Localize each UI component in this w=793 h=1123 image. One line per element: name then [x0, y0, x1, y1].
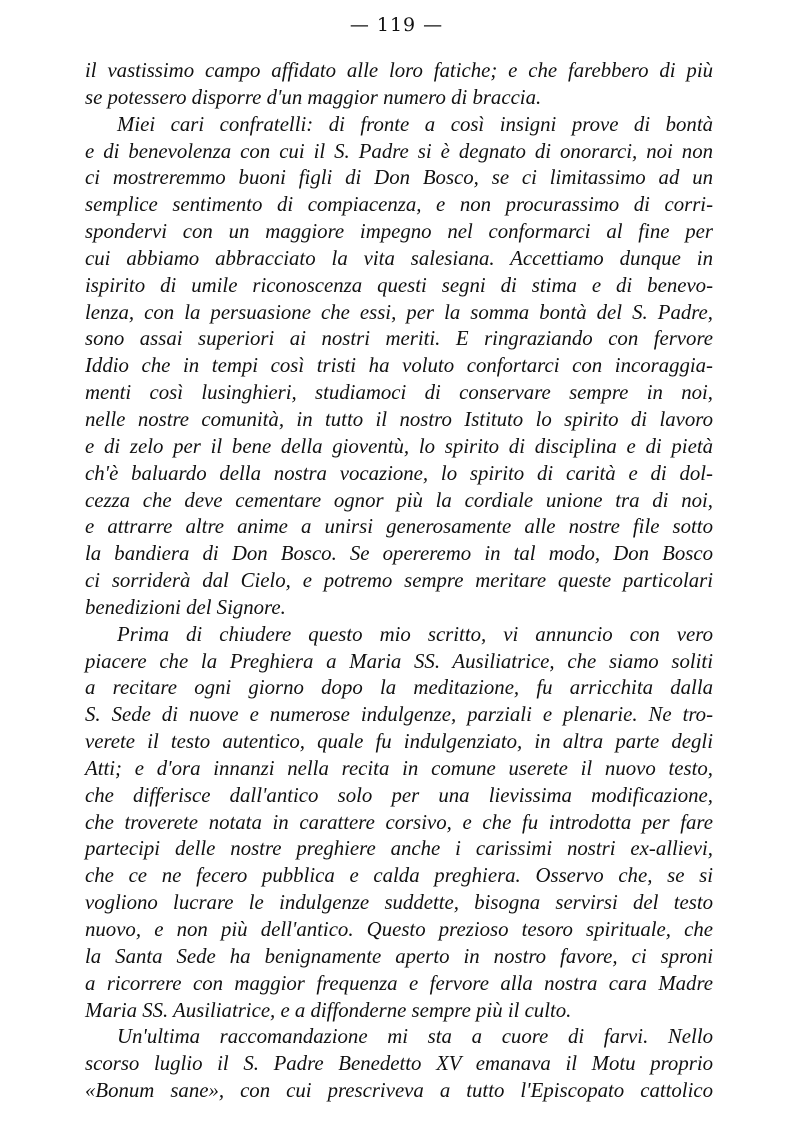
- text-line: ci sorriderà dal Cielo, e potremo sempre meritare queste particolari: [85, 569, 713, 593]
- text-line: il vastissimo campo affidato alle loro fatiche; e che farebbero di più: [85, 59, 713, 82]
- text-line: nuovo, e non più dell'antico. Questo prezioso tesoro spirituale, che: [85, 918, 713, 941]
- text-line: semplice sentimento di compiacenza, e non procurassimo di corri-: [85, 193, 713, 217]
- text-line: S. Sede di nuove e numerose indulgenze, parziali e plenarie. Ne tro-: [85, 703, 713, 727]
- text-line: nelle nostre comunità, in tutto il nostro Istituto lo spirito di lavoro: [85, 407, 713, 431]
- text-line: a recitare ogni giorno dopo la meditazione, fu arricchita dalla: [85, 676, 713, 700]
- text-line: piacere che la Preghiera a Maria SS. Ausiliatrice, che siamo soliti: [85, 649, 713, 673]
- paragraph-continuation: [85, 58, 713, 112]
- text-line: e attrarre altre anime a unirsi generosamente alle nostre file sotto: [85, 515, 713, 539]
- text-line: ci mostreremmo buoni figli di Don Bosco, se ci limitassimo ad un: [85, 166, 713, 190]
- text-line: Iddio che in tempi così tristi ha voluto confortarci con incoraggia-: [85, 354, 713, 378]
- text-line: menti così lusinghieri, studiamoci di conservare sempre in noi,: [85, 381, 713, 405]
- text-line: che ce ne fecero pubblica e calda preghiera. Osservo che, se si: [85, 864, 713, 888]
- text-line: Prima di chiudere questo mio scritto, vi annuncio con vero: [117, 622, 713, 646]
- text-line: cezza che deve cementare ognor più la cordiale unione tra di noi,: [85, 488, 713, 512]
- text-line: benedizioni del Signore.: [85, 595, 286, 619]
- text-line: Un'ultima raccomandazione mi sta a cuore di farvi. Nello: [117, 1025, 713, 1049]
- text-line: la Santa Sede ha benignamente aperto in nostro favore, ci sproni: [85, 944, 713, 968]
- text-line: ch'è baluardo della nostra vocazione, lo spirito di carità e di dol-: [85, 461, 713, 485]
- text-line: partecipi delle nostre preghiere anche i carissimi nostri ex-allievi,: [85, 837, 713, 861]
- text-line: Atti; e d'ora innanzi nella recita in comune userete il nuovo testo,: [85, 756, 713, 780]
- text-line: scorso luglio il S. Padre Benedetto XV emanava il Motu proprio: [85, 1052, 713, 1076]
- paragraph-recommendation: [85, 1024, 713, 1105]
- text-line: e di zelo per il bene della gioventù, lo spirito di disciplina e di pietà: [85, 434, 713, 458]
- text-line: se potessero disporre d'un maggior numero di braccia.: [85, 85, 542, 109]
- text-line: lenza, con la persuasione che essi, per la somma bontà del S. Padre,: [85, 300, 713, 324]
- text-line: Maria SS. Ausiliatrice, e a diffonderne sempre più il culto.: [85, 998, 572, 1022]
- text-line: la bandiera di Don Bosco. Se opereremo in tal modo, Don Bosco: [85, 542, 713, 566]
- text-line: che troverete notata in carattere corsivo, e che fu introdotta per fare: [85, 810, 713, 834]
- text-line: spondervi con un maggiore impegno nel conformarci al fine per: [85, 220, 713, 244]
- text-line: Miei cari confratelli: di fronte a così insigni prove di bontà: [117, 112, 713, 136]
- text-line: cui abbiamo abbracciato la vita salesiana. Accettiamo dunque in: [85, 246, 713, 270]
- text-line: verete il testo autentico, quale fu indulgenziato, in altra parte degli: [85, 730, 713, 754]
- text-line: a ricorrere con maggior frequenza e fervore alla nostra cara Madre: [85, 971, 713, 995]
- text-line: ispirito di umile riconoscenza questi segni di stima e di benevo-: [85, 273, 713, 297]
- text-line: «Bonum sane», con cui prescriveva a tutto l'Episcopato cattolico: [85, 1079, 713, 1103]
- body-text: [85, 58, 713, 1105]
- text-line: sono assai superiori ai nostri meriti. E ringraziando con fervore: [85, 327, 713, 351]
- text-line: vogliono lucrare le indulgenze suddette, bisogna servirsi del testo: [85, 891, 713, 915]
- paragraph-prayer: [85, 622, 713, 1025]
- text-line: e di benevolenza con cui il S. Padre si è degnato di onorarci, noi non: [85, 139, 713, 163]
- page-number: — 119 —: [349, 14, 444, 36]
- text-line: che differisce dall'antico solo per una lievissima modificazione,: [85, 783, 713, 807]
- paragraph-gratitude: [85, 112, 713, 622]
